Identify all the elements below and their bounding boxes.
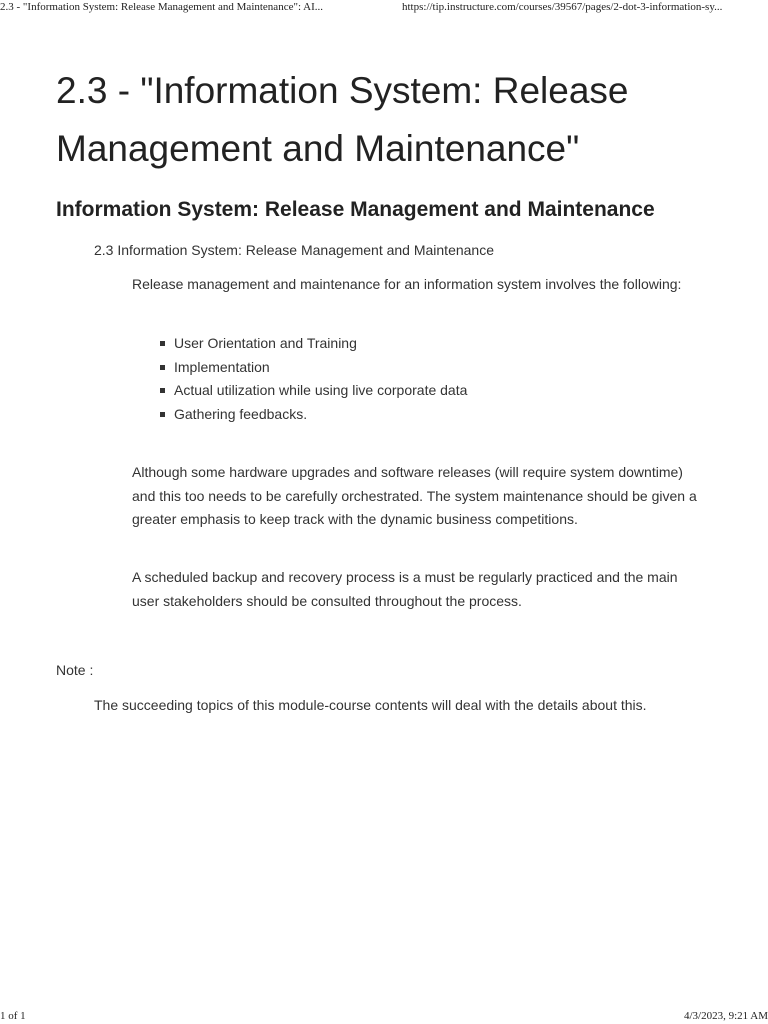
page-count: 1 of 1 <box>0 1010 26 1022</box>
list-item <box>132 403 692 427</box>
note-text: The succeeding topics of this module-course contents will deal with the details about this. <box>94 697 647 713</box>
bullet-square-icon <box>160 412 165 417</box>
list-item <box>132 379 692 403</box>
list-item <box>132 356 692 380</box>
activity-list <box>132 332 692 426</box>
list-item-text: Implementation <box>174 358 270 375</box>
paragraph-release-management: Release management and maintenance for an information system involves the following: <box>132 276 682 292</box>
bullet-square-icon <box>160 341 165 346</box>
print-timestamp: 4/3/2023, 9:21 AM <box>683 1010 768 1022</box>
print-footer <box>0 1010 768 1024</box>
list-item <box>132 332 692 356</box>
paragraph-hardware-upgrades: Although some hardware upgrades and software releases (will require system downtime) and this too needs to be carefully orchestrated. The system maintenance should be given a greater emphasis to keep track with the dynamic business competitions. <box>132 464 697 527</box>
bullet-square-icon <box>160 388 165 393</box>
paragraph-backup-recovery: A scheduled backup and recovery process is a must be regularly practiced and the main user stakeholders should be consulted throughout the process. <box>132 569 678 609</box>
list-item-text: Gathering feedbacks. <box>174 405 308 422</box>
bullet-square-icon <box>160 365 165 370</box>
page-title: 2.3 - "Information System: Release Management and Maintenance" <box>56 70 629 169</box>
print-header <box>0 1 768 15</box>
print-header-url: https://tip.instructure.com/courses/39567/pages/2-dot-3-information-sy... <box>402 1 723 13</box>
list-item-text: Actual utilization while using live corporate data <box>174 382 468 398</box>
note-label: Note : <box>56 662 94 678</box>
section-heading: Information System: Release Management and Maintenance <box>56 198 655 221</box>
list-item-text: User Orientation and Training <box>174 335 357 351</box>
intro-line: 2.3 Information System: Release Management and Maintenance <box>94 242 495 258</box>
print-header-title: 2.3 - "Information System: Release Management and Maintenance": AI... <box>0 1 324 13</box>
